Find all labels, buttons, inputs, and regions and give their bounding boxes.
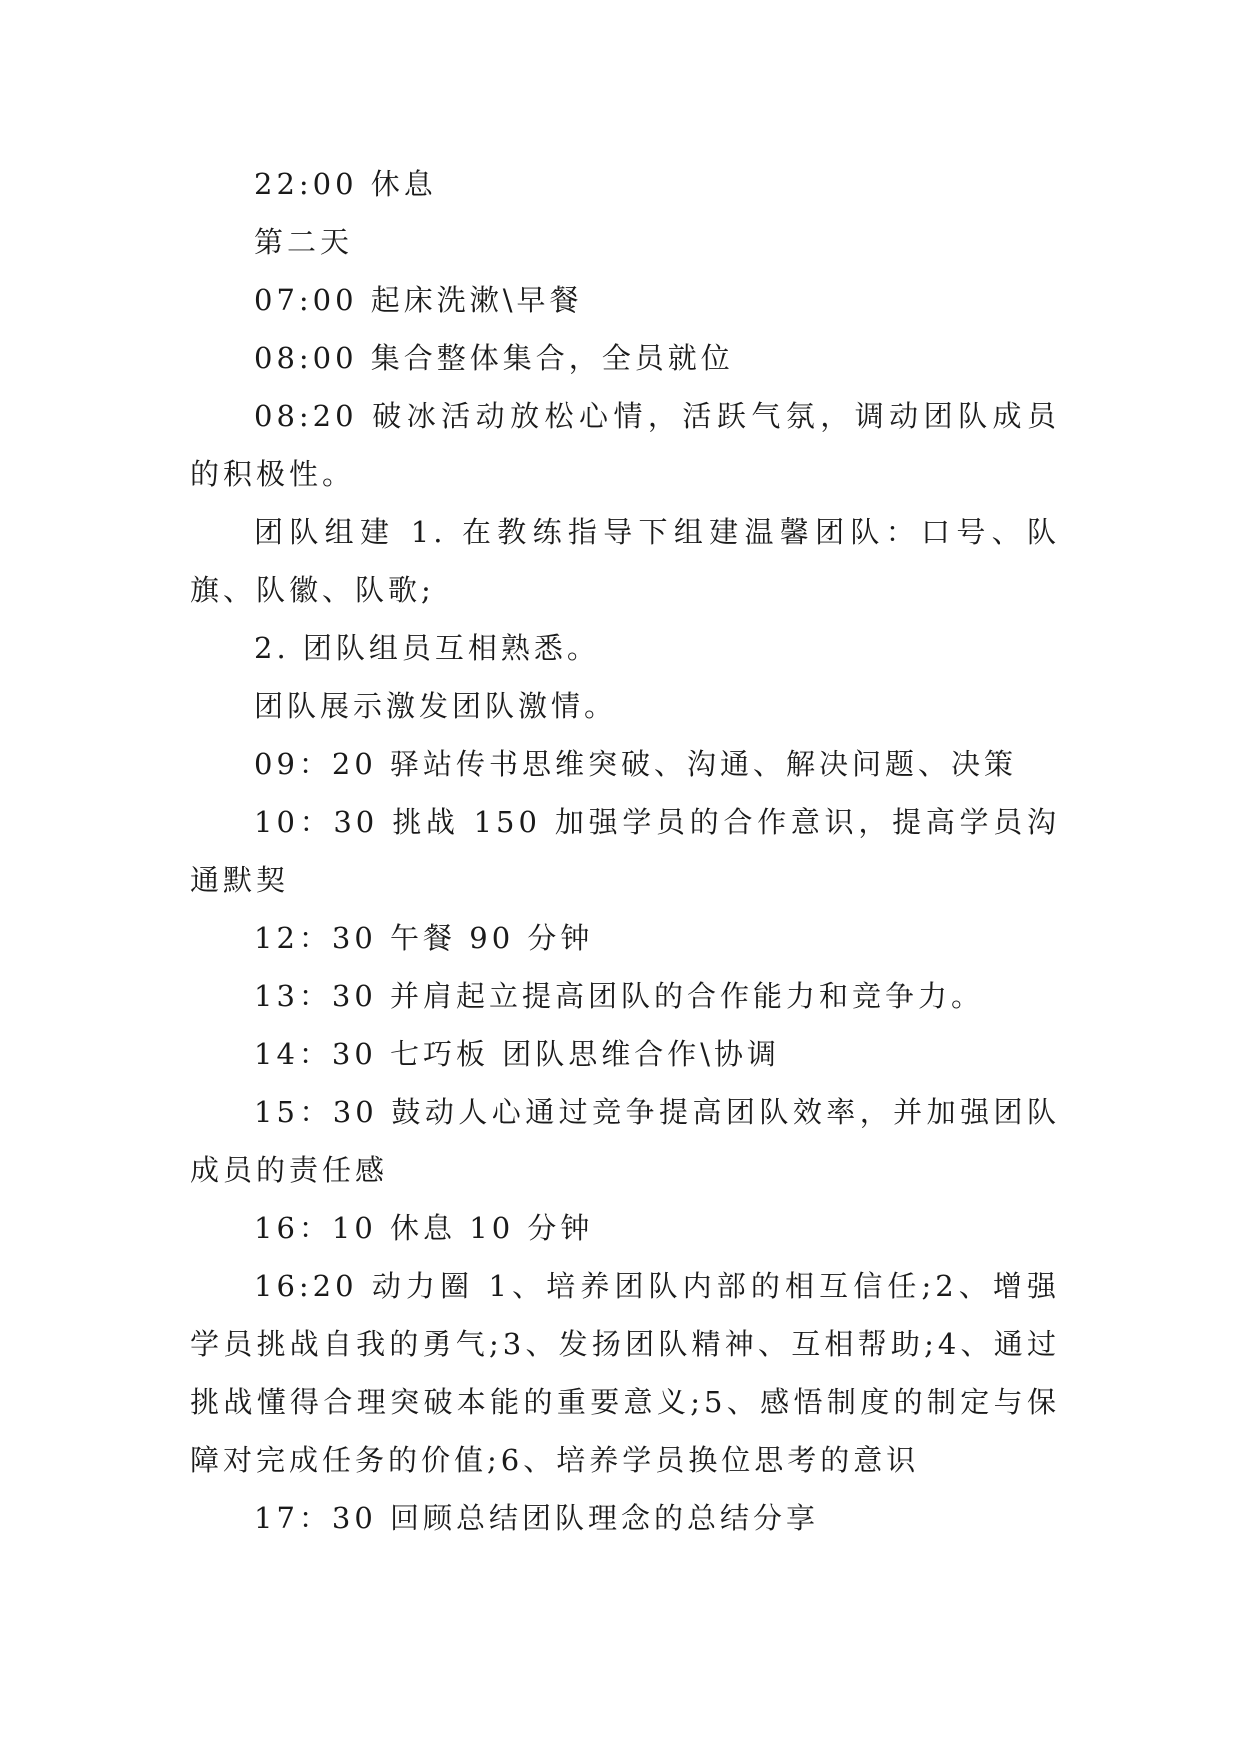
paragraph-day-two-heading: 第二天 bbox=[254, 225, 354, 259]
paragraph-0820-icebreaker: 08:20 破冰活动放松心情，活跃气氛，调动团队成员的积极性。 bbox=[190, 399, 1060, 491]
document-body bbox=[190, 155, 1060, 1547]
paragraph-1530-drum: 15：30 鼓动人心通过竞争提高团队效率，并加强团队成员的责任感 bbox=[190, 1095, 1060, 1187]
paragraph-1230-lunch: 12：30 午餐 90 分钟 bbox=[254, 921, 594, 955]
paragraph-team-familiarize: 2. 团队组员互相熟悉。 bbox=[254, 631, 600, 665]
paragraph-1330-stand-up: 13：30 并肩起立提高团队的合作能力和竞争力。 bbox=[254, 979, 985, 1013]
paragraph-rest-2200: 22:00 休息 bbox=[254, 167, 437, 201]
paragraph-1610-break: 16：10 休息 10 分钟 bbox=[254, 1211, 594, 1245]
paragraph-team-building: 团队组建 1. 在教练指导下组建温馨团队：口号、队旗、队徽、队歌; bbox=[190, 515, 1060, 607]
paragraph-team-showcase: 团队展示激发团队激情。 bbox=[254, 689, 618, 723]
paragraph-0700-wakeup: 07:00 起床洗漱\早餐 bbox=[254, 283, 583, 317]
paragraph-1430-tangram: 14：30 七巧板 团队思维合作\协调 bbox=[254, 1037, 781, 1071]
paragraph-0920-relay: 09：20 驿站传书思维突破、沟通、解决问题、决策 bbox=[254, 747, 1018, 781]
paragraph-1620-power-circle: 16:20 动力圈 1、培养团队内部的相互信任;2、增强学员挑战自我的勇气;3、发扬团队精神、互相帮助;4、通过挑战懂得合理突破本能的重要意义;5、感悟制度的制定与保障对完成任务的价值;6、培养学员换位思考的意识 bbox=[190, 1269, 1060, 1477]
paragraph-1730-review: 17：30 回顾总结团队理念的总结分享 bbox=[254, 1501, 820, 1535]
paragraph-1030-challenge: 10：30 挑战 150 加强学员的合作意识，提高学员沟通默契 bbox=[190, 805, 1060, 897]
paragraph-0800-assembly: 08:00 集合整体集合，全员就位 bbox=[254, 341, 734, 375]
